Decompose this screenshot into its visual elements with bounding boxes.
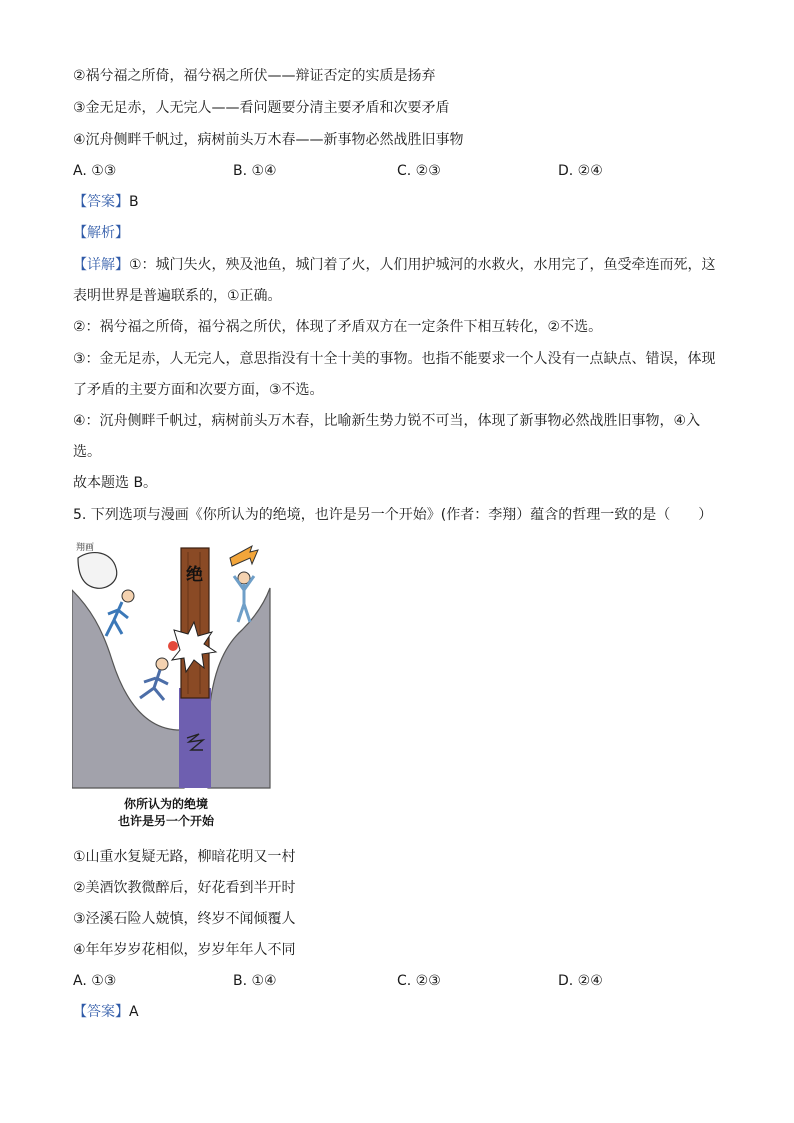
detail-tag: 【详解】 bbox=[73, 257, 129, 273]
q4-item-4: ④沉舟侧畔千帆过，病树前头万木春——新事物必然战胜旧事物 bbox=[73, 132, 464, 148]
q4-option-a: A. ①③ bbox=[73, 163, 117, 179]
answer-tag: 【答案】 bbox=[73, 1004, 129, 1020]
q4-option-c: C. ②③ bbox=[397, 163, 441, 179]
q4-detail-3a: ③：金无足赤，人无完人，意思指没有十全十美的事物。也指不能要求一个人没有一点缺点、错误，体现 bbox=[73, 351, 716, 367]
answer-tag: 【答案】 bbox=[73, 194, 129, 210]
analysis-tag: 【解析】 bbox=[73, 225, 129, 241]
left-cliff bbox=[72, 590, 184, 788]
q4-item-2: ②祸兮福之所倚，福兮祸之所伏——辩证否定的实质是扬弃 bbox=[73, 68, 436, 84]
answer-value: A bbox=[129, 1004, 139, 1020]
q4-conclusion: 故本题选 B。 bbox=[73, 475, 158, 491]
q4-answer-line bbox=[73, 192, 724, 212]
q5-item-2: ②美酒饮教微醉后，好花看到半开时 bbox=[73, 880, 296, 896]
q4-option-d: D. ②④ bbox=[558, 163, 603, 179]
q4-detail-1b: 表明世界是普遍联系的，①正确。 bbox=[73, 288, 282, 304]
q5-option-d: D. ②④ bbox=[558, 973, 603, 989]
sitting-person-head bbox=[156, 658, 168, 670]
detail-text: ①：城门失火，殃及池鱼，城门着了火，人们用护城河的水救火，水用完了，鱼受牵连而死，这 bbox=[129, 257, 716, 273]
q5-item-4: ④年年岁岁花相似，岁岁年年人不同 bbox=[73, 942, 296, 958]
falling-person-body bbox=[106, 602, 128, 636]
q4-item-3: ③金无足赤，人无完人——看问题要分清主要矛盾和次要矛盾 bbox=[73, 100, 450, 116]
comic-caption-line-1: 你所认为的绝境 bbox=[124, 797, 209, 811]
comic-caption-line-2: 也许是另一个开始 bbox=[118, 814, 215, 828]
q5-option-b: B. ①④ bbox=[233, 973, 277, 989]
comic-signature: 翔画 bbox=[76, 543, 95, 553]
q4-analysis-line bbox=[73, 223, 724, 243]
comic-drawing bbox=[72, 538, 272, 830]
answer-value: B bbox=[129, 194, 139, 210]
q5-option-c: C. ②③ bbox=[397, 973, 441, 989]
q4-detail-4a: ④：沉舟侧畔千帆过，病树前头万木春，比喻新生势力锐不可当，体现了新事物必然战胜旧事物，④入 bbox=[73, 413, 701, 429]
impact-dot bbox=[168, 641, 178, 651]
comic-illustration bbox=[72, 538, 272, 830]
q4-detail-1a bbox=[73, 255, 724, 275]
q4-detail-3b: 了矛盾的主要方面和次要方面，③不选。 bbox=[73, 382, 324, 398]
board-character: 绝 bbox=[186, 565, 203, 585]
sitting-person-body bbox=[140, 670, 168, 700]
q4-option-b: B. ①④ bbox=[233, 163, 277, 179]
q4-detail-4b: 选。 bbox=[73, 444, 101, 460]
q5-item-1: ①山重水复疑无路，柳暗花明又一村 bbox=[73, 849, 296, 865]
q5-option-a: A. ①③ bbox=[73, 973, 117, 989]
q5-answer-line bbox=[73, 1002, 724, 1022]
falling-person-head bbox=[122, 590, 134, 602]
q5-stem: 5. 下列选项与漫画《你所认为的绝境，也许是另一个开始》(作者：李翔）蕴含的哲理一致的是（ ） bbox=[73, 507, 713, 523]
q5-item-3: ③泾溪石险人兢慎，终岁不闻倾覆人 bbox=[73, 911, 296, 927]
arrow-icon bbox=[230, 546, 258, 566]
q4-detail-2: ②：祸兮福之所倚，福兮祸之所伏，体现了矛盾双方在一定条件下相互转化，②不选。 bbox=[73, 319, 603, 335]
fist-icon bbox=[78, 553, 117, 589]
